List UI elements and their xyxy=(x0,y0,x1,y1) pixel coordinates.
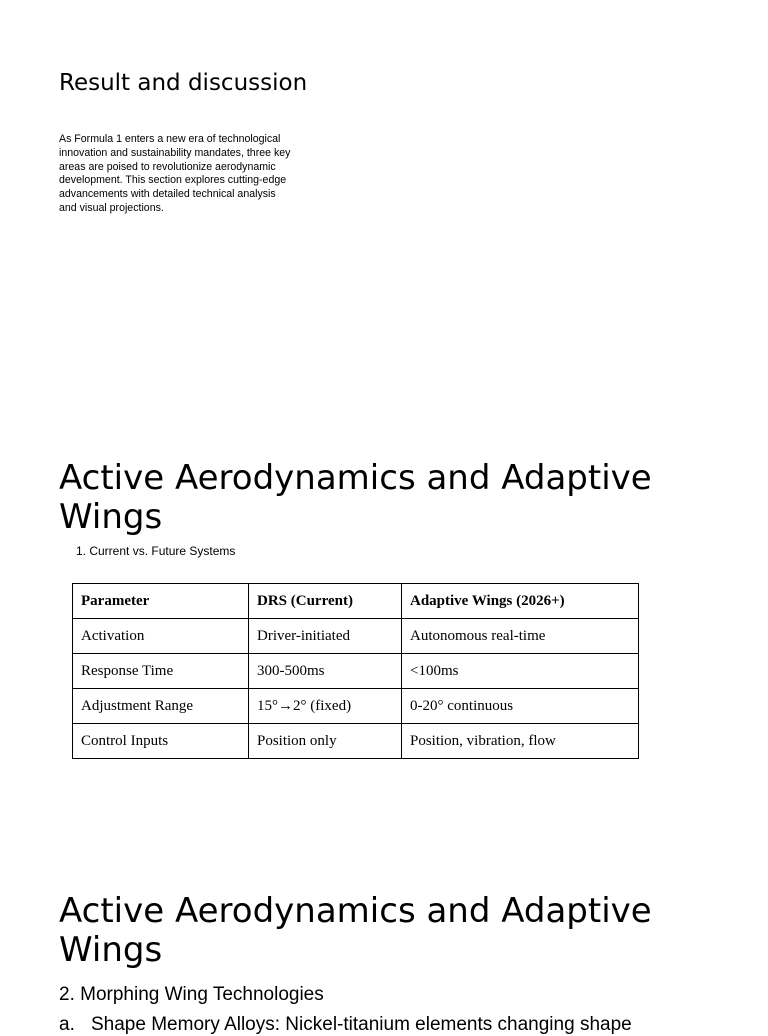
list-item-text: Shape Memory Alloys: Nickel-titanium elements changing shape xyxy=(91,1014,632,1035)
table-cell: 300-500ms xyxy=(249,654,402,689)
table-cell: Position only xyxy=(249,724,402,759)
table-cell: Adjustment Range xyxy=(73,689,249,724)
intro-paragraph: As Formula 1 enters a new era of technological innovation and sustainability mandates, three key areas are poised to revolutionize aerodynamic development. This section explores cutting-edge advancements with detailed technical analysis and visual projections. xyxy=(59,133,291,214)
table-header-row xyxy=(73,584,639,619)
list-marker: a. xyxy=(59,1014,75,1035)
table-cell: Control Inputs xyxy=(73,724,249,759)
comparison-table xyxy=(72,583,639,759)
table-header-cell: DRS (Current) xyxy=(249,584,402,619)
list-item-current-vs-future: 1. Current vs. Future Systems xyxy=(76,544,236,558)
section-heading-result: Result and discussion xyxy=(59,70,308,96)
list-item-shape-memory xyxy=(59,1014,759,1036)
section-heading-active-aero-2: Active Aerodynamics and Adaptive Wings xyxy=(59,891,652,970)
table-row xyxy=(73,619,639,654)
table-cell: Autonomous real-time xyxy=(402,619,639,654)
table-row xyxy=(73,724,639,759)
table-header-cell: Adaptive Wings (2026+) xyxy=(402,584,639,619)
section-heading-active-aero: Active Aerodynamics and Adaptive Wings xyxy=(59,458,652,537)
table-cell: Driver-initiated xyxy=(249,619,402,654)
table-cell: Activation xyxy=(73,619,249,654)
table-header-cell: Parameter xyxy=(73,584,249,619)
table-cell: Position, vibration, flow xyxy=(402,724,639,759)
table-cell: <100ms xyxy=(402,654,639,689)
table-row xyxy=(73,654,639,689)
table-cell: Response Time xyxy=(73,654,249,689)
table-cell: 0-20° continuous xyxy=(402,689,639,724)
subheading-morphing-wing: 2. Morphing Wing Technologies xyxy=(59,984,324,1005)
table-row xyxy=(73,689,639,724)
table-cell: 15°→2° (fixed) xyxy=(249,689,402,724)
